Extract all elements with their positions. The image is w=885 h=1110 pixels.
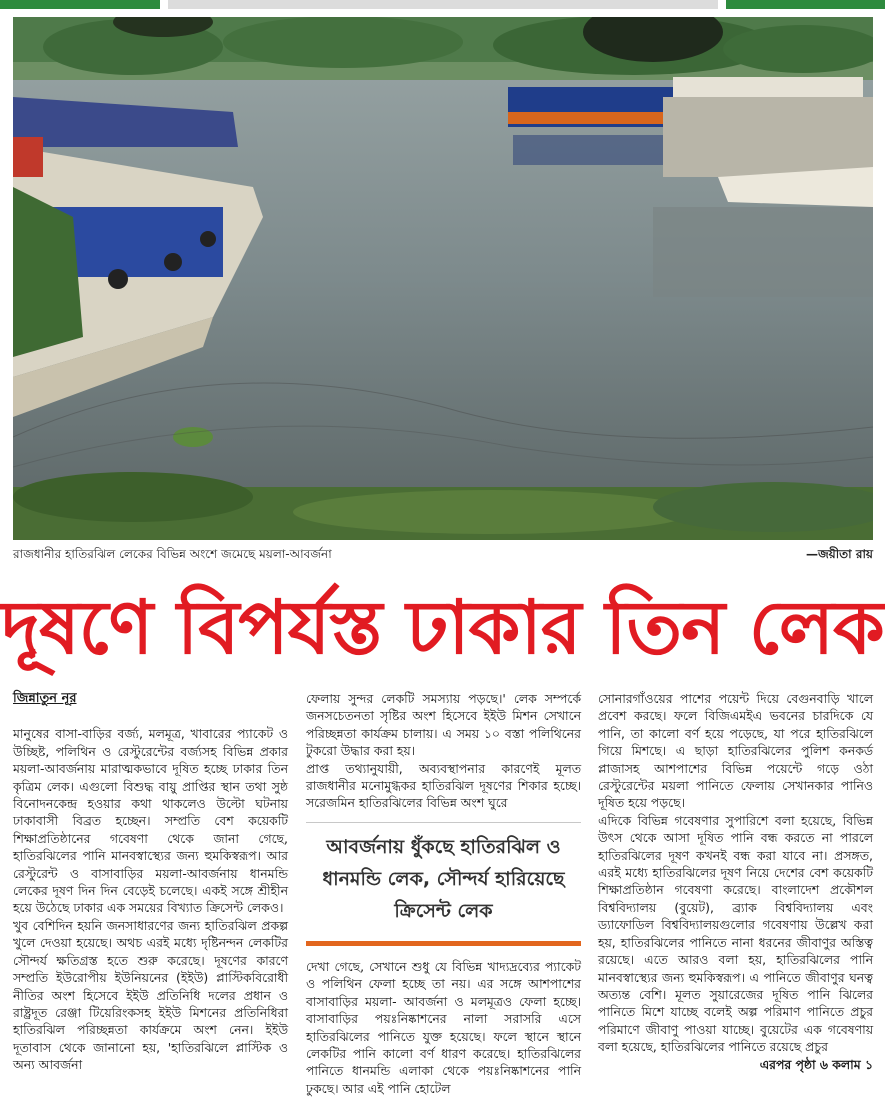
lake-photo-illustration [13, 17, 873, 540]
pull-quote-text: আবর্জনায় ধুঁকছে হাতিরঝিল ও ধানমন্ডি লেক, সৌন্দর্য হারিয়েছে ক্রিসেন্ট লেক [322, 836, 565, 922]
headline: দূষণে বিপর্যস্ত ঢাকার তিন লেক [1, 585, 884, 671]
byline: জিন্নাতুন নূর [13, 691, 77, 706]
article-column-2-bottom [306, 958, 581, 1097]
lake-photo [13, 17, 873, 540]
article-paragraph: মানুষের বাসা-বাড়ির বর্জ্য, মলমূত্র, খাবারের প্যাকেট ও উচ্ছিষ্ট, পলিথিন ও রেস্টুরেন্টের বর্জ্যসহ বিভিন্ন প্রকার ময়লা-আবর্জনায় মারাত্মকভাবে দূষিত হচ্ছে ঢাকার তিন কৃত্রিম লেক। এগুলো বিশুদ্ধ বায়ু প্রাপ্তির স্থান তথা সুষ্ঠ বিনোদনকেন্দ্র হওয়ার কথা থাকলেও উল্টো ঘটনায় ঢাকাবাসী বিব্রত হচ্ছেন। সম্প্রতি বেশ কয়েকটি শিক্ষাপ্রতিষ্ঠানের গবেষণা থেকে জানা গেছে, হাতিরঝিলের পানি মানবস্বাস্থ্যের জন্য হুমকিস্বরূপ। আর রেস্টুরেন্ট ও বাসাবাড়ির ময়লা-আবর্জনায় ধানমন্ডি লেকের দূষণ দিন দিন বেড়েই চলেছে। একই সঙ্গে শ্রীহীন হয়ে উঠেছে ঢাকার এক সময়ের বিখ্যাত ক্রিসেন্ট লেকও। [13, 726, 288, 916]
article-paragraph: ফেলায় সুন্দর লেকটি সমস্যায় পড়ছে।' লেক সম্পর্কে জনসচেতনতা সৃষ্টির অংশ হিসেবে ইইউ মিশন সেখানে পরিচ্ছন্নতা কার্যক্রম চালায়। এ সময় ১০ বস্তা পলিথিনের টুকরো উদ্ধার করা হয়। [306, 691, 581, 759]
photo-caption-row [13, 546, 873, 566]
photo-credit: —জয়ীতা রায় [805, 547, 873, 561]
top-bar-right-block [726, 0, 885, 9]
continued-on-page: এরপর পৃষ্ঠা ৬ কলাম ১ [759, 1056, 873, 1072]
pull-quote [306, 822, 581, 946]
pull-quote-rule [306, 941, 581, 946]
top-bar [0, 0, 885, 10]
article-paragraph: দেখা গেছে, সেখানে শুধু যে বিভিন্ন খাদ্যদ্রব্যের প্যাকেট ও পলিথিন ফেলা হচ্ছে তা নয়। এর সঙ্গে আশপাশের বাসাবাড়ির ময়লা- আবর্জনা ও মলমূত্রও ফেলা হচ্ছে। বাসাবাড়ির পয়ঃনিষ্কাশনের নালা সরাসরি এসে হাতিরঝিলের পানিতে যুক্ত হয়েছে। ফলে স্থানে স্থানে লেকটির পানি কালো বর্ণ ধারণ করেছে। হাতিরঝিলের পানিতে ধানমন্ডি এলাকা থেকে পয়ঃনিষ্কাশনের পানি ঢুকছে। আর এই পানি হোটেল [306, 959, 581, 1096]
article-paragraph: এদিকে বিভিন্ন গবেষণার সুপারিশে বলা হয়েছে, বিভিন্ন উৎস থেকে আসা দূষিত পানি বন্ধ করতে না পারলে হাতিরঝিলের দূষণ কখনই বন্ধ করা যাবে না। প্রসঙ্গত, এরই মধ্যে হাতিরঝিলের দূষণ নিয়ে দেশের বেশ কয়েকটি শিক্ষাপ্রতিষ্ঠান গবেষণা করেছে। বাংলাদেশ প্রকৌশল বিশ্ববিদ্যালয় (বুয়েট), ব্র্যাক বিশ্ববিদ্যালয় এবং ড্যাফোডিল বিশ্ববিদ্যালয়গুলোর গবেষণায় উল্লেখ করা হয়, হাতিরঝিলের পানিতে নানা ধরনের জীবাণুর অস্তিত্ব রয়েছে। এতে আরও বলা হয়, হাতিরঝিলের পানি মানবস্বাস্থ্যের জন্য হুমকিস্বরূপ। এ পানিতে জীবাণুর ঘনত্ব অত্যন্ত বেশি। মূলত সুয়ারেজের দূষিত পানি ঝিলের পানিতে মিশে যাচ্ছে বলেই অল্প পরিমাণ পানিতে প্রচুর পরিমাণে জীবাণু পাওয়া যাচ্ছে। বুয়েটের এক গবেষণায় বলা হয়েছে, হাতিরঝিলের পানিতে রয়েছে প্রচুর [598, 812, 873, 1055]
article-paragraph: প্রাপ্ত তথ্যানুযায়ী, অব্যবস্থাপনার কারণেই মূলত রাজধানীর মনোমুগ্ধকর হাতিরঝিল দূষণের শিকার হচ্ছে। সরেজমিন হাতিরঝিলের বিভিন্ন অংশ ঘুরে [306, 760, 581, 811]
article-paragraph: সোনারগাঁওয়ের পাশের পয়েন্ট দিয়ে বেগুনবাড়ি খালে প্রবেশ করছে। ফলে বিজিএমইএ ভবনের চারদিকে যে পানি, তা কালো বর্ণ হয়ে পড়েছে, যা পরে হাতিরঝিলে গিয়ে মিশছে। এ ছাড়া হাতিরঝিলের পুলিশ কনকর্ড প্লাজাসহ আশপাশের বিভিন্ন পয়েন্টে গড়ে ওঠা রেস্টুরেন্টের ময়লা পানিতে ফেলায় সেখানকার পানিও দূষিত হয়ে পড়ছে। [598, 691, 873, 811]
top-bar-left-block [0, 0, 160, 9]
article-column-3 [598, 690, 873, 1073]
article-column-2-top [306, 690, 581, 812]
article-paragraph: খুব বেশিদিন হয়নি জনসাধারণের জন্য হাতিরঝিল প্রকল্প খুলে দেওয়া হয়েছে। অথচ এরই মধ্যে দৃষ্টিনন্দন লেকটির সৌন্দর্য ক্ষতিগ্রস্ত হতে শুরু করেছে। দূষণের কারণে সম্প্রতি ইউরোপীয় ইউনিয়নের (ইইউ) প্লাস্টিকবিরোধী নীতির অংশ হিসেবে ইইউ প্রতিনিধি দলের প্রধান ও রাষ্ট্রদূত রেঞ্জা টিয়েরিংকসহ ইইউ মিশনের প্রতিনিধিরা হাতিরঝিল পরিচ্ছন্নতা কার্যক্রমে অংশ নেন। ইইউ দূতাবাস থেকে জানানো হয়, 'হাতিরঝিলে প্লাস্টিক ও অন্য আবর্জনা [13, 917, 288, 1073]
article-column-1 [13, 690, 288, 1074]
photo-caption: রাজধানীর হাতিরঝিল লেকের বিভিন্ন অংশে জমেছে ময়লা-আবর্জনা [13, 547, 332, 561]
top-bar-middle-block [168, 0, 718, 9]
